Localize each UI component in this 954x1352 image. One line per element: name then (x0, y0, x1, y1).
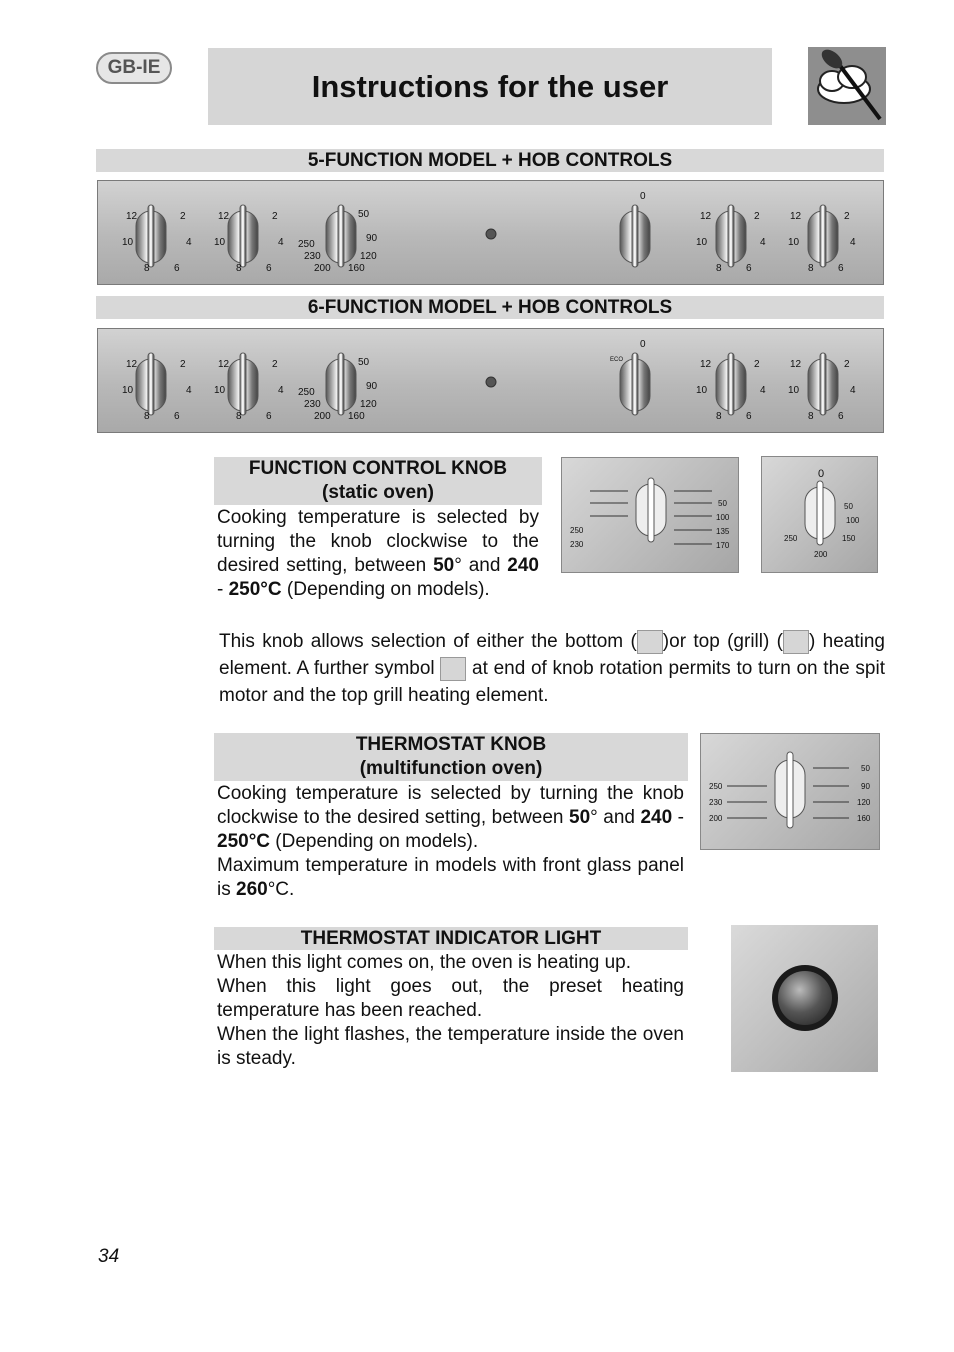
svg-text:160: 160 (348, 263, 365, 274)
svg-text:0: 0 (640, 339, 646, 350)
hob-knob-1[interactable] (122, 353, 192, 422)
svg-text:2: 2 (844, 211, 850, 222)
svg-text:12: 12 (790, 211, 802, 222)
indicator-light-text (217, 951, 684, 1071)
function-knob-heading-line1: FUNCTION CONTROL KNOB (248, 458, 508, 479)
indicator-light (486, 377, 496, 387)
svg-text:10: 10 (122, 385, 134, 396)
svg-text:8: 8 (716, 411, 722, 422)
svg-text:90: 90 (366, 233, 378, 244)
thermostat-knob-heading-line1: THERMOSTAT KNOB (355, 734, 547, 755)
svg-text:12: 12 (126, 359, 138, 370)
svg-text:90: 90 (366, 381, 378, 392)
hob-knob-2[interactable] (214, 205, 284, 274)
svg-text:160: 160 (348, 411, 365, 422)
svg-text:170: 170 (716, 541, 730, 550)
svg-text:230: 230 (570, 540, 584, 549)
function-knob-paragraph-2: This knob allows selection of either the bottom ( )or top (grill) ( ) heating element. A further symbol at end of knob rotation permits to turn on the spit motor and the top grill heating element. (219, 631, 886, 706)
spit-motor-icon (440, 657, 466, 681)
language-badge: GB-IE (96, 52, 172, 84)
svg-text:50: 50 (718, 499, 727, 508)
svg-text:4: 4 (760, 237, 766, 248)
svg-text:230: 230 (304, 251, 321, 262)
indicator-light-heading: THERMOSTAT INDICATOR LIGHT (214, 927, 688, 950)
indicator-light-line-1: When this light comes on, the oven is heating up. (217, 952, 632, 973)
five-function-section-title: 5-FUNCTION MODEL + HOB CONTROLS (96, 149, 884, 172)
svg-text:120: 120 (857, 798, 871, 807)
svg-text:230: 230 (709, 798, 723, 807)
svg-text:6: 6 (746, 411, 752, 422)
svg-text:90: 90 (861, 782, 870, 791)
svg-text:2: 2 (272, 359, 278, 370)
svg-text:4: 4 (186, 385, 192, 396)
svg-text:2: 2 (754, 211, 760, 222)
svg-text:2: 2 (754, 359, 760, 370)
svg-text:250: 250 (709, 782, 723, 791)
svg-text:250: 250 (570, 526, 584, 535)
svg-text:6: 6 (838, 411, 844, 422)
svg-text:6: 6 (266, 263, 272, 274)
svg-text:12: 12 (790, 359, 802, 370)
thermostat-knob[interactable] (298, 353, 378, 422)
svg-text:4: 4 (850, 237, 856, 248)
svg-text:6: 6 (266, 411, 272, 422)
svg-text:8: 8 (236, 411, 242, 422)
function-knob-heading (214, 457, 542, 505)
svg-text:2: 2 (180, 359, 186, 370)
function-knob-heading-line2: (static oven) (322, 482, 434, 503)
svg-text:10: 10 (696, 237, 708, 248)
svg-text:50: 50 (358, 209, 370, 220)
svg-text:250: 250 (784, 534, 798, 543)
chef-hat-spoon-icon (808, 47, 886, 125)
indicator-light (486, 229, 496, 239)
grill-element-icon (783, 630, 809, 654)
svg-text:250: 250 (298, 239, 315, 250)
svg-text:150: 150 (842, 534, 856, 543)
svg-text:4: 4 (850, 385, 856, 396)
hob-knob-1[interactable] (122, 205, 192, 274)
svg-text:12: 12 (218, 359, 230, 370)
svg-text:10: 10 (788, 237, 800, 248)
indicator-light-line-2: When this light goes out, the preset heating temperature has been reached. (217, 976, 684, 1021)
svg-text:6: 6 (174, 263, 180, 274)
svg-text:8: 8 (144, 263, 150, 274)
function-knob[interactable] (620, 191, 650, 267)
svg-text:4: 4 (278, 237, 284, 248)
hob-knob-4[interactable] (788, 353, 856, 422)
svg-text:200: 200 (314, 411, 331, 422)
svg-text:12: 12 (700, 359, 712, 370)
svg-text:4: 4 (278, 385, 284, 396)
svg-text:2: 2 (844, 359, 850, 370)
hob-knob-4[interactable] (788, 205, 856, 274)
svg-text:4: 4 (186, 237, 192, 248)
svg-text:10: 10 (214, 237, 226, 248)
svg-text:8: 8 (716, 263, 722, 274)
thermostat-knob-heading (214, 733, 688, 781)
svg-text:8: 8 (236, 263, 242, 274)
svg-text:10: 10 (696, 385, 708, 396)
hob-knob-2[interactable] (214, 353, 284, 422)
svg-text:50: 50 (358, 357, 370, 368)
thermostat-knob[interactable] (298, 205, 378, 274)
svg-text:12: 12 (700, 211, 712, 222)
five-function-control-panel (97, 180, 884, 285)
svg-text:50: 50 (861, 764, 870, 773)
svg-text:8: 8 (144, 411, 150, 422)
svg-text:2: 2 (180, 211, 186, 222)
svg-text:135: 135 (716, 527, 730, 536)
svg-text:200: 200 (709, 814, 723, 823)
hob-knob-3[interactable] (696, 205, 766, 274)
svg-text:12: 12 (126, 211, 138, 222)
svg-text:160: 160 (857, 814, 871, 823)
thermostat-knob-paragraph-1: Cooking temperature is selected by turning the knob clockwise to the desired setting, between 50° and 240 - 250°C (Depending on models). (217, 783, 685, 852)
page-number: 34 (98, 1246, 120, 1267)
svg-text:0: 0 (818, 468, 825, 480)
svg-text:230: 230 (304, 399, 321, 410)
svg-text:8: 8 (808, 263, 814, 274)
thermostat-knob-image (700, 733, 880, 850)
svg-text:4: 4 (760, 385, 766, 396)
thermostat-knob-paragraph-2: Maximum temperature in models with front glass panel is 260°C. (217, 855, 684, 900)
six-function-section-title: 6-FUNCTION MODEL + HOB CONTROLS (96, 296, 884, 319)
hob-knob-3[interactable] (696, 353, 766, 422)
svg-text:6: 6 (174, 411, 180, 422)
page-title: Instructions for the user (208, 48, 772, 125)
svg-text:2: 2 (272, 211, 278, 222)
svg-text:ECO: ECO (610, 357, 624, 363)
indicator-light-image (731, 925, 878, 1072)
svg-text:6: 6 (746, 263, 752, 274)
bottom-element-icon (637, 630, 663, 654)
svg-text:120: 120 (360, 251, 377, 262)
function-knob-paragraph-1: Cooking temperature is selected by turning the knob clockwise to the desired setting, between 50° and 240 - 250°C (Depending on models). (217, 507, 539, 600)
svg-text:10: 10 (122, 237, 134, 248)
svg-text:10: 10 (788, 385, 800, 396)
svg-text:8: 8 (808, 411, 814, 422)
svg-text:10: 10 (214, 385, 226, 396)
svg-text:120: 120 (360, 399, 377, 410)
svg-text:6: 6 (838, 263, 844, 274)
svg-text:200: 200 (314, 263, 331, 274)
function-knob[interactable] (610, 339, 650, 415)
svg-text:200: 200 (814, 550, 828, 559)
svg-text:12: 12 (218, 211, 230, 222)
thermostat-knob-heading-line2: (multifunction oven) (359, 758, 543, 779)
function-knob-image-1 (561, 457, 739, 573)
indicator-light-line-3: When the light flashes, the temperature inside the oven is steady. (217, 1024, 684, 1069)
svg-text:100: 100 (846, 516, 860, 525)
svg-text:100: 100 (716, 513, 730, 522)
svg-text:0: 0 (640, 191, 646, 202)
six-function-control-panel (97, 328, 884, 433)
svg-text:50: 50 (844, 502, 853, 511)
svg-text:250: 250 (298, 387, 315, 398)
function-knob-image-2 (761, 456, 878, 573)
